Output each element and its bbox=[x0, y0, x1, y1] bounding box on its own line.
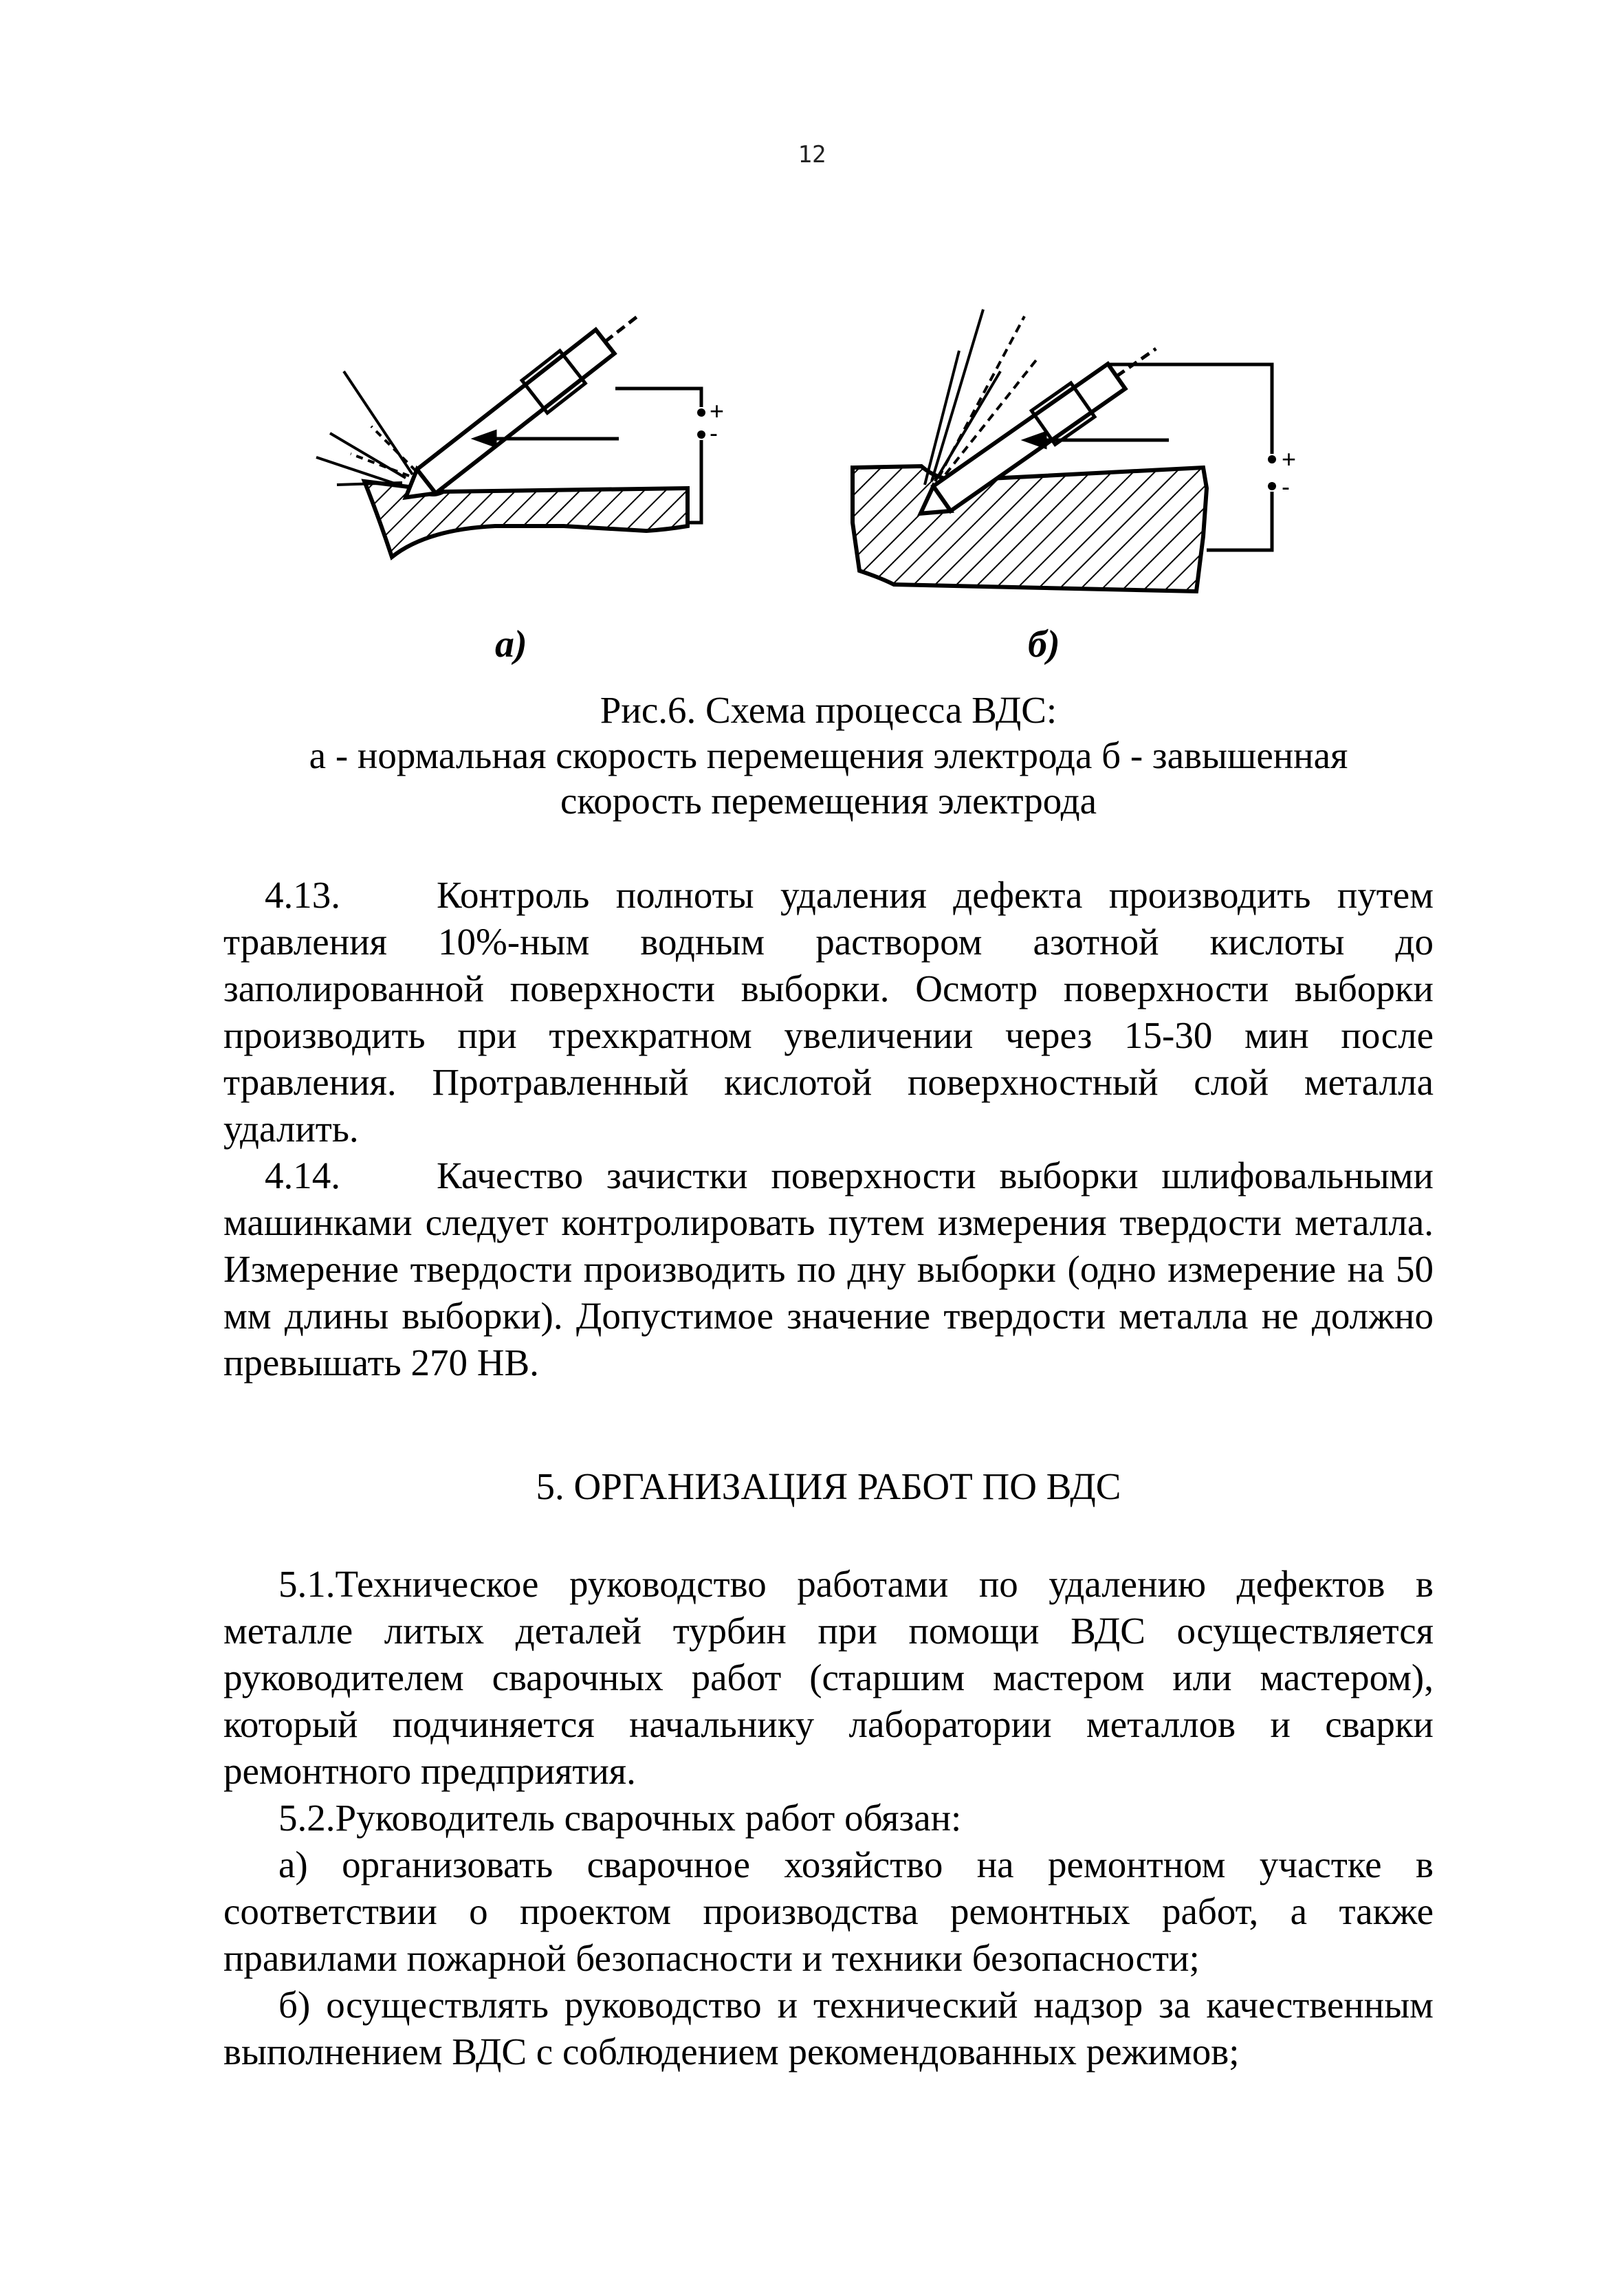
paragraph-text: Качество зачистки поверхности выборки шлифовальными машинками следует контролировать путем измерения твердости металла. Измерение твердости производить по дну выборки (одно измерение на 50 мм длины выборки). Допустимое значение твердости металла не должно превышать 270 НВ. bbox=[223, 1155, 1434, 1384]
diagram-b bbox=[853, 309, 1296, 666]
paragraph-5-1: 5.1.Техническое руководство работами по удалению дефектов в металле литых деталей турбин при помощи ВДС осуществляется руководителем сварочных работ (старшим мастером или мастером), который подчиняется начальнику лаборатории металлов и сварки ремонтного предприятия. bbox=[223, 1563, 1434, 1792]
page-number: 12 bbox=[798, 141, 826, 168]
label-b: б) bbox=[1028, 623, 1060, 666]
wire-plus-a bbox=[615, 389, 701, 407]
plus-label-b: + bbox=[1282, 445, 1297, 473]
paragraph-text: Контроль полноты удаления дефекта производить путем травления 10%-ным водным раствором азотной кислоты до заполированной поверхности выборки. Осмотр поверхности выборки производить при трехкратном увеличении через 15-30 мин после травления. Протравленный кислотой поверхностный слой металла удалить. bbox=[223, 874, 1434, 1150]
figure-vds-scheme bbox=[289, 289, 1389, 688]
figure-caption bbox=[223, 688, 1434, 824]
minus-label-b: - bbox=[1282, 472, 1290, 501]
paragraph-number: 4.13. bbox=[265, 874, 340, 916]
vds-diagram bbox=[289, 289, 1389, 688]
paragraph-5-2-b: б) осуществлять руководство и технический надзор за качественным выполнением ВДС с соблюдением рекомендованных режимов; bbox=[223, 1984, 1434, 2073]
wire-minus-b bbox=[1207, 492, 1272, 550]
caption-line-1: Рис.6. Схема процесса ВДС: bbox=[600, 689, 1057, 731]
section-4-paragraphs bbox=[223, 872, 1434, 1386]
section-title: 5. ОРГАНИЗАЦИЯ РАБОТ ПО ВДС bbox=[536, 1465, 1121, 1507]
label-a: а) bbox=[495, 623, 527, 666]
paragraph-number: 4.14. bbox=[265, 1155, 340, 1196]
diagram-a bbox=[316, 300, 724, 666]
caption-line-2: а - нормальная скорость перемещения электрода б - завышенная bbox=[309, 734, 1348, 776]
paragraph-4-13 bbox=[223, 872, 1434, 1152]
plus-label-a: + bbox=[710, 397, 725, 425]
workpiece-b bbox=[853, 466, 1207, 591]
caption-line-3: скорость перемещения электрода bbox=[560, 780, 1097, 822]
sparks-a bbox=[316, 371, 416, 485]
section-5-paragraphs bbox=[223, 1561, 1434, 2075]
paragraph-5-2: 5.2.Руководитель сварочных работ обязан: bbox=[278, 1797, 962, 1839]
electrode-a bbox=[393, 300, 650, 514]
paragraph-4-14 bbox=[223, 1152, 1434, 1386]
paragraph-5-2-a: а) организовать сварочное хозяйство на ремонтном участке в соответствии о проектом производства ремонтных работ, а также правилами пожарной безопасности и техники безопасности; bbox=[223, 1844, 1434, 1979]
minus-label-a: - bbox=[710, 419, 718, 447]
